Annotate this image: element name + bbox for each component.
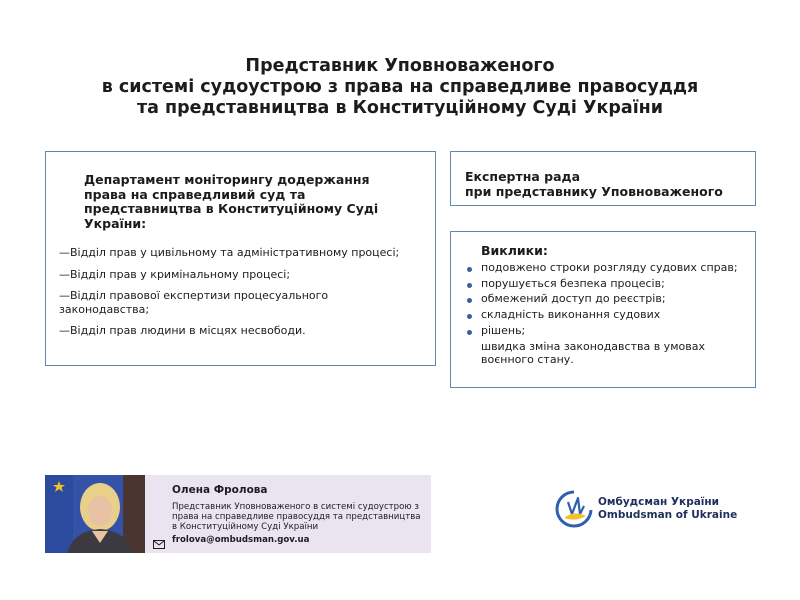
department-item-expertise: —Відділ правової експертизи процесуального законодавства; [59, 289, 329, 316]
department-item-human-rights: —Відділ прав людини в місцях несвободи. [59, 324, 306, 337]
mail-icon [153, 534, 165, 553]
list-item-text: рішень; [481, 323, 526, 337]
challenges-list [481, 261, 749, 368]
contact-name: Олена Фролова [172, 484, 268, 496]
title-line-3: та представництва в Конституційному Суді України [136, 98, 664, 118]
bullet-icon [467, 267, 472, 272]
department-list [59, 246, 419, 346]
expert-council-line-2: при представнику Уповноваженого [465, 184, 723, 199]
portrait-icon [45, 475, 145, 553]
list-item-text: подовжено строки розгляду судових справ; [481, 261, 738, 274]
title-line-1: Представник Уповноваженого [245, 56, 555, 76]
ombudsman-logo-icon [554, 488, 594, 530]
bullet-icon [467, 330, 472, 335]
logo-text [598, 496, 737, 522]
bullet-icon [467, 298, 472, 303]
department-box [45, 151, 436, 366]
list-item [481, 261, 749, 274]
contact-role: Представник Уповноваженого в системі судоустрою з права на справедливе правосуддя та представництва в Конституційному Суді України [172, 502, 421, 532]
list-item [481, 340, 749, 366]
list-item [481, 277, 749, 290]
list-item [481, 292, 749, 305]
challenges-box [450, 231, 756, 388]
department-item-civil: —Відділ прав у цивільному та адміністративному процесі; [59, 246, 400, 259]
expert-council-text [465, 169, 723, 199]
contact-card [45, 475, 431, 553]
bullet-icon [467, 314, 472, 319]
department-title: Департамент моніторингу додержання права на справедливий суд та представництва в Конституційному Суді України: [84, 172, 379, 231]
avatar [45, 475, 145, 553]
bullet-icon [467, 283, 472, 288]
ombudsman-logo [554, 488, 744, 530]
logo-line-1: Омбудсман України [598, 496, 720, 508]
contact-email-link[interactable]: frolova@ombudsman.gov.ua [172, 535, 310, 545]
expert-council-box [450, 151, 756, 206]
page-title [60, 56, 740, 119]
logo-line-2: Ombudsman of Ukraine [598, 509, 738, 521]
challenges-title: Виклики: [481, 243, 548, 258]
list-item [481, 324, 749, 337]
list-item-text: складність виконання судових [481, 308, 661, 322]
expert-council-line-1: Експертна рада [465, 169, 581, 184]
department-item-criminal: —Відділ прав у кримінальному процесі; [59, 267, 291, 281]
list-item-text: швидка зміна законодавства в умовах воєнного стану. [481, 339, 705, 366]
title-line-2: в системі судоустрою з права на справедливе правосуддя [101, 77, 699, 97]
list-item [481, 308, 749, 321]
list-item-text: обмежений доступ до реєстрів; [481, 292, 666, 306]
list-item-text: порушується безпека процесів; [481, 276, 665, 290]
